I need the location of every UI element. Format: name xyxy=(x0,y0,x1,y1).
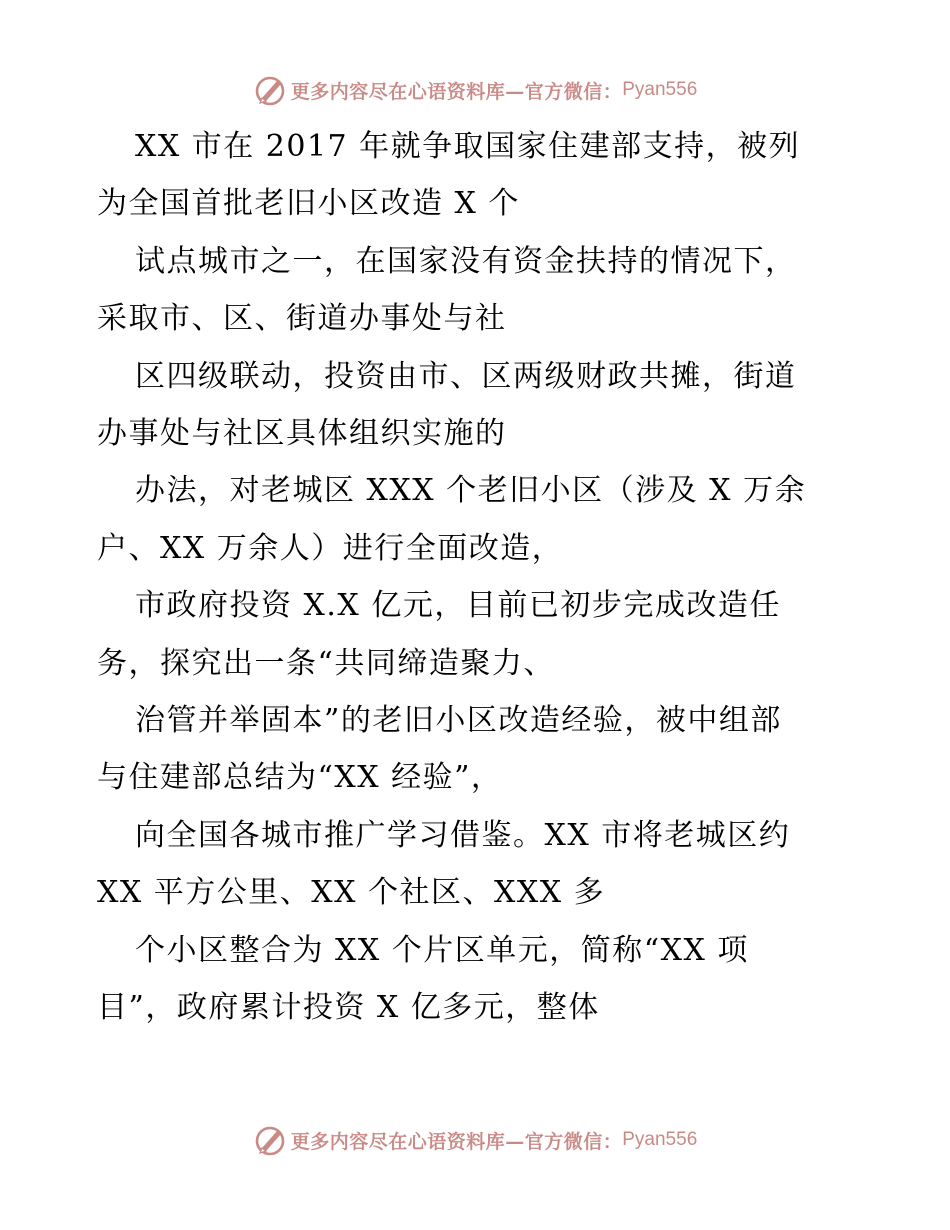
paragraph-line: 区四级联动，投资由市、区两级财政共摊，街道 xyxy=(135,358,797,394)
paragraph-line: 务，探究出一条“共同缔造聚力、 xyxy=(97,645,555,681)
watermark-text: 更多内容尽在心语资料库—官方微信： xyxy=(290,1130,623,1153)
document-body xyxy=(97,118,877,1037)
paragraph-line: XX 平方公里、XX 个社区、XXX 多 xyxy=(97,875,606,911)
watermark-wechat-id: Pyan556 xyxy=(622,1129,698,1150)
paragraph-line: 与住建部总结为“XX 经验”， xyxy=(97,760,503,796)
header-watermark xyxy=(0,70,950,110)
paragraph-line: 办事处与社区具体组织实施的 xyxy=(97,416,507,452)
paragraph-line: XX 市在 2017 年就争取国家住建部支持，被列 xyxy=(135,129,801,164)
paragraph-line: 向全国各城市推广学习借鉴。XX 市将老城区约 xyxy=(135,817,791,853)
paragraph-line: 办法，对老城区 XXX 个老旧小区（涉及 X 万余 xyxy=(135,473,807,509)
paragraph-line: 为全国首批老旧小区改造 X 个 xyxy=(97,186,520,222)
paragraph-line: 市政府投资 X.X 亿元，目前已初步完成改造任 xyxy=(135,588,781,624)
footer-watermark xyxy=(0,1120,950,1160)
pen-logo-icon xyxy=(253,1123,287,1157)
paragraph-line: 个小区整合为 XX 个片区单元，简称“XX 项 xyxy=(135,932,749,968)
watermark-text: 更多内容尽在心语资料库—官方微信： xyxy=(290,80,623,103)
pen-logo-icon xyxy=(253,73,287,107)
paragraph-line: 治管并举固本”的老旧小区改造经验，被中组部 xyxy=(135,703,782,739)
watermark-wechat-id: Pyan556 xyxy=(622,79,698,100)
paragraph-line: 采取市、区、街道办事处与社 xyxy=(97,301,507,337)
paragraph-line: 户、XX 万余人）进行全面改造， xyxy=(97,530,564,566)
paragraph-line: 试点城市之一，在国家没有资金扶持的情况下， xyxy=(135,243,797,279)
paragraph-line: 目”，政府累计投资 X 亿多元，整体 xyxy=(97,990,600,1026)
